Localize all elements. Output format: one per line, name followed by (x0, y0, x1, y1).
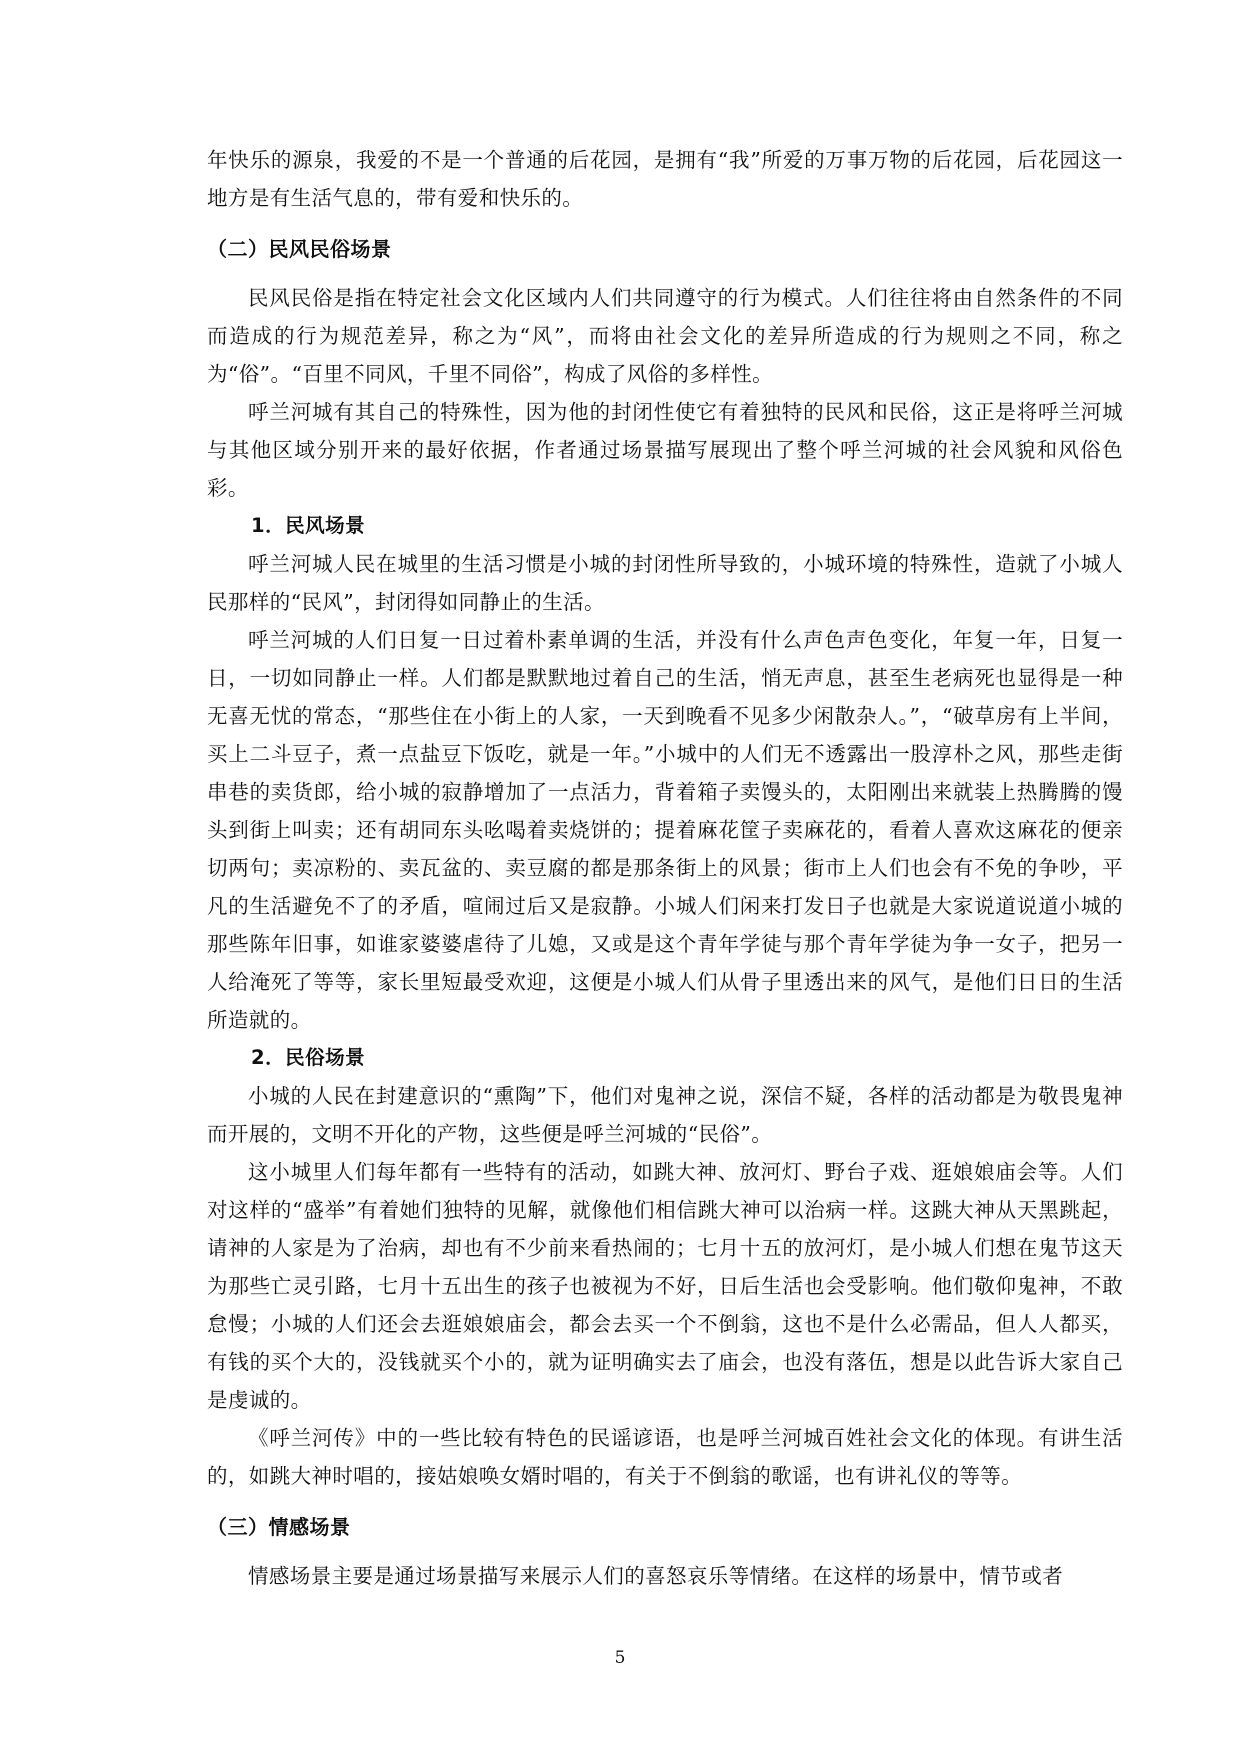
paragraph-folk-definition: 民风民俗是指在特定社会文化区域内人们共同遵守的行为模式。人们往往将由自然条件的不同而造成的行为规范差异，称之为“风”，而将由社会文化的差异所造成的行为规则之不同，称之为“俗”。“百里不同风，千里不同俗”，构成了风俗的多样性。 (207, 286, 1123, 386)
paragraph-folk-songs: 《呼兰河传》中的一些比较有特色的民谣谚语，也是呼兰河城百姓社会文化的体现。有讲生活的，如跳大神时唱的，接姑娘唤女婿时唱的，有关于不倒翁的歌谣，也有讲礼仪的等等。 (207, 1426, 1123, 1488)
page-number: 5 (614, 1648, 626, 1668)
page-body (207, 141, 1123, 1595)
paragraph-continued: 年快乐的源泉，我爱的不是一个普通的后花园，是拥有“我”所爱的万事万物的后花园，后花园这一地方是有生活气息的，带有爱和快乐的。 (207, 148, 1123, 210)
subsection-heading-folkways-scene: 2．民俗场景 (251, 1046, 366, 1069)
paragraph-emotion-intro: 情感场景主要是通过场景描写来展示人们的喜怒哀乐等情绪。在这样的场景中，情节或者 (248, 1564, 1064, 1588)
subsection-heading-custom-scene: 1．民风场景 (251, 514, 366, 537)
paragraph-custom-daily-life: 呼兰河城的人们日复一日过着朴素单调的生活，并没有什么声色声色变化，年复一年，日复一日，一切如同静止一样。人们都是默默地过着自己的生活，悄无声息，甚至生老病死也显得是一种无喜无忧的常态，“那些住在小街上的人家，一天到晚看不见多少闲散杂人。”，“破草房有上半间，买上二斗豆子，煮一点盐豆下饭吃，就是一年。”小城中的人们无不透露出一股淳朴之风，那些走街串巷的卖货郎，给小城的寂静增加了一点活力，背着箱子卖馒头的，太阳刚出来就装上热腾腾的馒头到街上叫卖；还有胡同东头吆喝着卖烧饼的；提着麻花筐子卖麻花的，看着人喜欢这麻花的便亲切两句；卖凉粉的、卖瓦盆的、卖豆腐的都是那条街上的风景；街市上人们也会有不免的争吵，平凡的生活避免不了的矛盾，喧闹过后又是寂静。小城人们闲来打发日子也就是大家说道说道小城的那些陈年旧事，如谁家婆婆虐待了儿媳，又或是这个青年学徒与那个青年学徒为争一女子，把另一人给淹死了等等，家长里短最受欢迎，这便是小城人们从骨子里透出来的风气，是他们日日的生活所造就的。 (207, 628, 1123, 1032)
paragraph-folkways-ghosts: 小城的人民在封建意识的“熏陶”下，他们对鬼神之说，深信不疑，各样的活动都是为敬畏鬼神而开展的，文明不开化的产物，这些便是呼兰河城的“民俗”。 (207, 1084, 1123, 1146)
paragraph-hulan-uniqueness: 呼兰河城有其自己的特殊性，因为他的封闭性使它有着独特的民风和民俗，这正是将呼兰河城与其他区域分别开来的最好依据，作者通过场景描写展现出了整个呼兰河城的社会风貌和风俗色彩。 (207, 400, 1123, 500)
paragraph-custom-closed-life: 呼兰河城人民在城里的生活习惯是小城的封闭性所导致的，小城环境的特殊性，造就了小城人民那样的“民风”，封闭得如同静止的生活。 (207, 552, 1123, 614)
section-heading-emotion-scene: （三）情感场景 (207, 1515, 351, 1539)
section-heading-folk-customs: （二）民风民俗场景 (207, 237, 392, 261)
paragraph-folkways-activities: 这小城里人们每年都有一些特有的活动，如跳大神、放河灯、野台子戏、逛娘娘庙会等。人们对这样的“盛举”有着她们独特的见解，就像他们相信跳大神可以治病一样。这跳大神从天黑跳起，请神的人家是为了治病，却也有不少前来看热闹的；七月十五的放河灯，是小城人们想在鬼节这天为那些亡灵引路，七月十五出生的孩子也被视为不好，日后生活也会受影响。他们敬仰鬼神，不敢怠慢；小城的人们还会去逛娘娘庙会，都会去买一个不倒翁，这也不是什么必需品，但人人都买，有钱的买个大的，没钱就买个小的，就为证明确实去了庙会，也没有落伍，想是以此告诉大家自己是虔诚的。 (207, 1160, 1123, 1412)
